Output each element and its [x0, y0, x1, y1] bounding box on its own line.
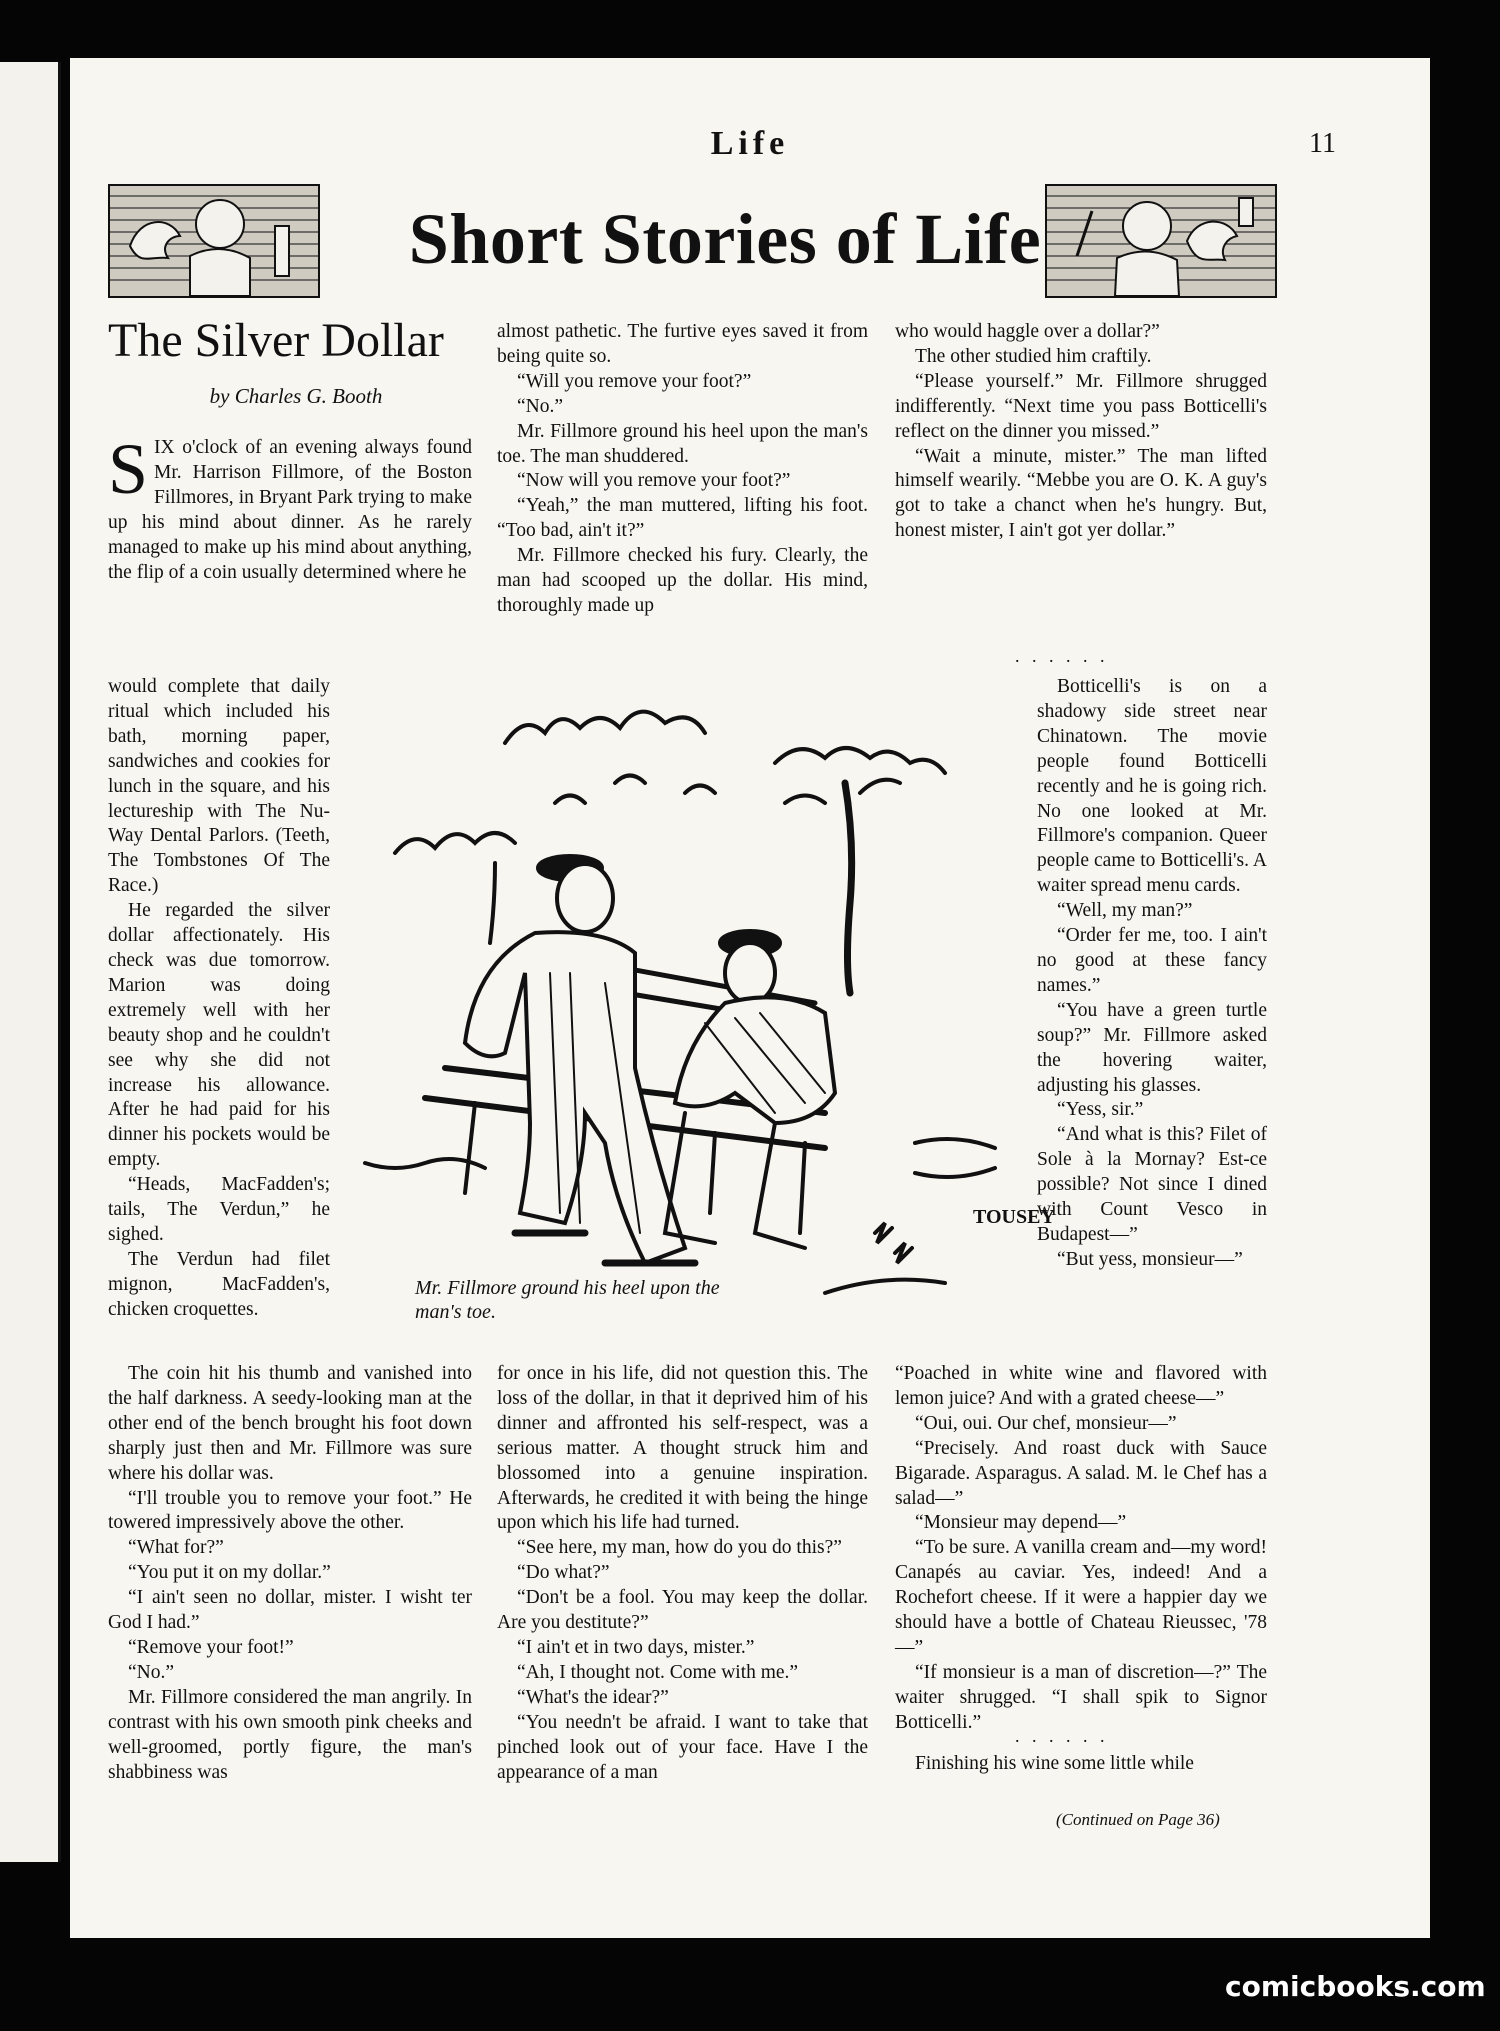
paragraph: “Will you remove your foot?”	[517, 370, 752, 392]
paragraph: “Do what?”	[517, 1562, 610, 1584]
paragraph: “See here, my man, how do you do this?”	[517, 1537, 842, 1559]
paragraph: for once in his life, did not question this. The loss of the dollar, in that it deprived him of his dinner and affronted his self-respect, was a serious matter. A thought struck him and blossomed into a genuine inspiration. Afterwards, he credited it with being the hinge upon which his life had turned.	[497, 1363, 868, 1534]
byline: by Charles G. Booth	[209, 384, 383, 408]
paragraph: almost pathetic. The furtive eyes saved it from being quite so.	[497, 321, 868, 367]
story-title: The Silver Dollar	[108, 314, 444, 367]
artist-signature: TOUSEY	[973, 1206, 1055, 1228]
paragraph: “If monsieur is a man of discretion—?” The waiter shrugged. “I shall spik to Signor Botticelli.”	[895, 1661, 1267, 1733]
continued-note: (Continued on Page 36)	[1056, 1810, 1220, 1829]
paragraph: “To be sure. A vanilla cream and—my word! Canapés au caviar. Yes, indeed! And a Rochefort cheese. If it were a happier day we should have a bottle of Chateau Rieussec, '78—”	[895, 1537, 1267, 1658]
cupid-right-icon	[1045, 184, 1277, 298]
paragraph: The other studied him craftily.	[915, 345, 1152, 367]
paragraph: “Heads, MacFadden's; tails, The Verdun,” he sighed.	[108, 1174, 330, 1245]
column-1-lead	[108, 429, 472, 585]
column-3-bottom	[895, 1362, 1267, 1736]
paragraph: “Don't be a fool. You may keep the dollar. Are you destitute?”	[497, 1587, 868, 1634]
page-number: 11	[1309, 128, 1336, 159]
section-header-title: Short Stories of Life	[408, 199, 1042, 279]
paragraph: He regarded the silver dollar affectionately. His check was due tomorrow. Marion was doing extremely well with her beauty shop and he couldn't see why she did not increase his allowance. After he had paid for his dinner his pockets would be empty.	[108, 900, 330, 1171]
masthead: Life	[710, 125, 790, 162]
paragraph: “Precisely. And roast duck with Sauce Bigarade. Asparagus. A salad. M. le Chef has a salad—”	[895, 1437, 1267, 1509]
paragraph: “But yess, monsieur—”	[1057, 1248, 1243, 1270]
paragraph: “No.”	[517, 395, 564, 417]
cupid-left-icon	[108, 184, 320, 298]
paragraph: Mr. Fillmore ground his heel upon the man's toe. The man shuddered.	[497, 420, 868, 467]
column-2-bottom	[497, 1362, 868, 1785]
column-1-narrow	[108, 675, 330, 1323]
paragraph: “Please yourself.” Mr. Fillmore shrugged indifferently. “Next time you pass Botticelli's reflect on the dinner you missed.”	[895, 370, 1267, 442]
scene-separator: . . . . . .	[1015, 1726, 1109, 1746]
story-illustration	[355, 673, 1075, 1343]
paragraph: would complete that daily ritual which included his bath, morning paper, sandwiches and cookies for lunch in the square, and his lectureship with The Nu-Way Dental Parlors. (Teeth, The Tombstones Of The Race.)	[108, 676, 330, 897]
drop-cap: S	[108, 429, 149, 509]
paragraph: IX o'clock of an evening always found Mr. Harrison Fillmore, of the Boston Fillmores, in Bryant Park trying to make up his mind about dinner. As he rarely managed to make up his mind about anything, the flip of a coin usually determined where he	[108, 437, 472, 583]
magazine-page	[70, 58, 1430, 1938]
paragraph: “Oui, oui. Our chef, monsieur—”	[915, 1412, 1177, 1434]
paragraph: Mr. Fillmore checked his fury. Clearly, the man had scooped up the dollar. His mind, thoroughly made up	[497, 545, 868, 616]
paragraph: “And what is this? Filet of Sole à la Mornay? Est-ce possible? Not since I dined with Count Vesco in Budapest—”	[1037, 1124, 1267, 1245]
paragraph: “You put it on my dollar.”	[128, 1562, 331, 1584]
paragraph: “You needn't be afraid. I want to take that pinched look out of your face. Have I the appearance of a man	[497, 1711, 868, 1783]
column-2-top	[497, 320, 868, 619]
scene-separator: . . . . . .	[1015, 646, 1109, 666]
paragraph: The Verdun had filet mignon, MacFadden's, chicken croquettes.	[108, 1248, 330, 1320]
column-1-bottom	[108, 1362, 472, 1785]
paragraph: Botticelli's is on a shadowy side street near Chinatown. The movie people found Botticelli recently and he is going rich. No one looked at Mr. Fillmore's companion. Queer people came to Botticelli's. A waiter spread menu cards.	[1037, 676, 1267, 897]
paragraph: Mr. Fillmore considered the man angrily. In contrast with his own smooth pink cheeks and well-groomed, portly figure, the man's shabbiness was	[108, 1686, 472, 1783]
paragraph: Finishing his wine some little while	[915, 1753, 1194, 1774]
paragraph: “I ain't et in two days, mister.”	[517, 1636, 755, 1658]
paragraph: “I'll trouble you to remove your foot.” He towered impressively above the other.	[108, 1487, 472, 1534]
paragraph: “Order fer me, too. I ain't no good at these fancy names.”	[1037, 925, 1267, 996]
paragraph: “Yeah,” the man muttered, lifting his foot. “Too bad, ain't it?”	[497, 495, 868, 542]
paragraph: “Ah, I thought not. Come with me.”	[517, 1661, 799, 1683]
paragraph: “Poached in white wine and flavored with lemon juice? And with a grated cheese—”	[895, 1363, 1267, 1409]
previous-page-edge	[0, 62, 61, 1862]
paragraph: who would haggle over a dollar?”	[895, 321, 1160, 342]
watermark: comicbooks.com	[1225, 1970, 1486, 2003]
column-3-final	[895, 1752, 1267, 1777]
paragraph: “I ain't seen no dollar, mister. I wisht ter God I had.”	[108, 1587, 472, 1634]
paragraph: “Well, my man?”	[1057, 900, 1193, 922]
paragraph: “Remove your foot!”	[128, 1636, 294, 1658]
paragraph: “Yess, sir.”	[1057, 1099, 1144, 1121]
paragraph: “What for?”	[128, 1537, 224, 1559]
paragraph: The coin hit his thumb and vanished into the half darkness. A seedy-looking man at the other end of the bench brought his foot down sharply just then and Mr. Fillmore was sure where his dollar was.	[108, 1363, 472, 1484]
paragraph: “What's the idear?”	[517, 1686, 669, 1708]
paragraph: “Wait a minute, mister.” The man lifted himself wearily. “Mebbe you are O. K. A guy's got to take a chanct when he's hungry. But, honest mister, I ain't got yer dollar.”	[895, 445, 1267, 542]
column-3-top	[895, 320, 1267, 544]
paragraph: “Monsieur may depend—”	[915, 1512, 1127, 1534]
paragraph: “Now will you remove your foot?”	[517, 470, 791, 492]
paragraph: “No.”	[128, 1661, 175, 1683]
paragraph: “You have a green turtle soup?” Mr. Fillmore asked the hovering waiter, adjusting his glasses.	[1037, 999, 1267, 1096]
illustration-caption: Mr. Fillmore ground his heel upon the man's toe.	[415, 1277, 720, 1323]
